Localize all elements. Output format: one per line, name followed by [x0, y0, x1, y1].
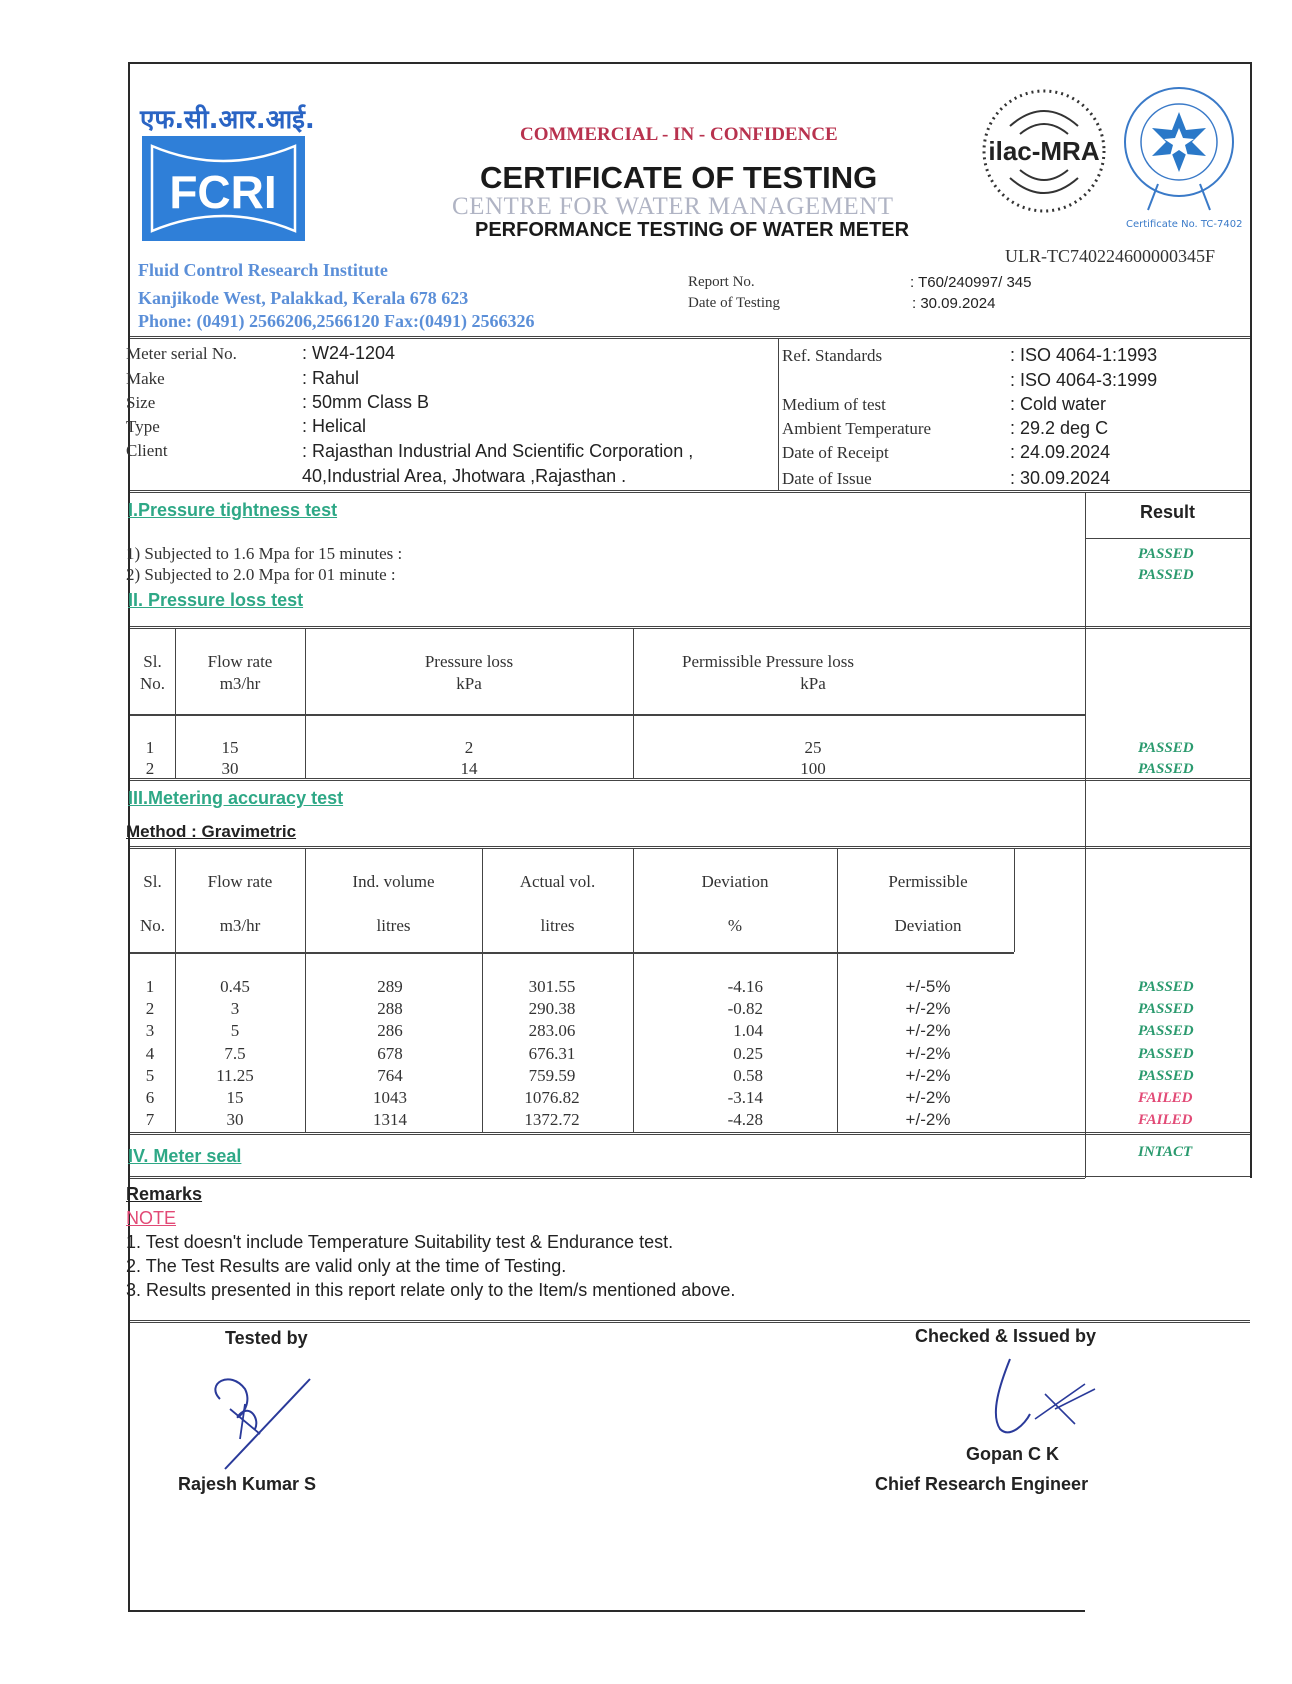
cell-flow: 7.5 — [224, 1043, 246, 1063]
cell-permissible: 25 — [804, 738, 822, 757]
detail-value: : Rahul — [302, 368, 360, 388]
detail-label: Ambient Temperature — [782, 419, 932, 438]
fcri-logo — [142, 136, 305, 241]
column-header: Sl. — [143, 872, 162, 891]
cell-perm: +/-2% — [905, 1021, 951, 1041]
cell-permissible: 100 — [800, 759, 826, 778]
cell-sl: 4 — [145, 1043, 155, 1063]
institute-address: Kanjikode West, Palakkad, Kerala 678 623 — [138, 288, 469, 308]
section-title-pressure-loss: II. Pressure loss test — [128, 590, 304, 610]
cell-sl: 3 — [145, 1021, 155, 1041]
cell-perm: +/-5% — [905, 977, 951, 996]
confidentiality-label: COMMERCIAL - IN - CONFIDENCE — [520, 124, 838, 145]
cell-flow: 0.45 — [220, 977, 250, 996]
tested-by-label: Tested by — [225, 1328, 308, 1348]
certificate-title: CERTIFICATE OF TESTING — [480, 160, 878, 195]
cell-act: 1372.72 — [524, 1110, 580, 1130]
cell-sl: 2 — [145, 999, 155, 1019]
column-header: Flow rate — [207, 872, 273, 891]
issuer-title: Chief Research Engineer — [875, 1474, 1089, 1494]
detail-label: Medium of test — [782, 395, 886, 414]
cell-flow: 15 — [221, 738, 239, 757]
cell-ind: 289 — [377, 977, 403, 996]
result-badge: PASSED — [1138, 546, 1194, 562]
issuer-name: Gopan C K — [966, 1444, 1059, 1464]
note-item: 2. The Test Results are valid only at the time of Testing. — [126, 1256, 567, 1276]
cell-ind: 678 — [377, 1043, 403, 1063]
column-header: Permissible — [888, 872, 968, 891]
tester-name: Rajesh Kumar S — [178, 1474, 317, 1494]
divider — [130, 1320, 1250, 1323]
cell-sl: 5 — [145, 1065, 155, 1085]
cell-dev: 0.25 — [733, 1043, 763, 1063]
detail-value: : Helical — [302, 416, 367, 436]
institute-hindi-name: एफ.सी.आर.आई. — [140, 105, 315, 135]
ilac-mra-logo — [980, 86, 1108, 216]
detail-value: : 24.09.2024 — [1010, 442, 1111, 462]
detail-label: Date of Receipt — [782, 443, 889, 462]
column-header: kPa — [800, 674, 826, 693]
result-badge: PASSED — [1138, 761, 1194, 777]
cell-perm: +/-2% — [905, 1088, 951, 1107]
detail-value: : W24-1204 — [302, 343, 396, 363]
divider — [130, 1132, 1250, 1135]
tester-signature — [200, 1364, 330, 1479]
result-badge: PASSED — [1138, 740, 1194, 756]
method-label: Method : Gravimetric — [126, 822, 297, 841]
note-item: 3. Results presented in this report relate only to the Item/s mentioned above. — [126, 1280, 736, 1300]
detail-value: : Cold water — [1010, 394, 1107, 414]
cell-sl: 1 — [145, 977, 155, 996]
result-header: Result — [1140, 502, 1196, 522]
cell-ind: 764 — [377, 1065, 403, 1085]
cell-perm: +/-2% — [905, 1043, 951, 1063]
test-item: 2) Subjected to 2.0 Mpa for 01 minute : — [126, 565, 396, 584]
cell-ind: 288 — [377, 999, 403, 1019]
section-title-pressure-tightness: I.Pressure tightness test — [128, 500, 338, 520]
result-badge: FAILED — [1138, 1090, 1193, 1106]
report-no-value: : T60/240997/ 345 — [910, 274, 1032, 291]
detail-label: Client — [126, 441, 168, 460]
column-header: Ind. volume — [352, 872, 435, 891]
column-header: Pressure loss — [424, 652, 514, 671]
column-header: No. — [139, 916, 166, 935]
note-label: NOTE — [126, 1208, 177, 1228]
result-badge: FAILED — [1138, 1112, 1193, 1129]
detail-value: 40,Industrial Area, Jhotwara ,Rajasthan . — [302, 466, 627, 486]
cell-flow: 3 — [230, 999, 240, 1019]
cell-ind: 1314 — [373, 1110, 407, 1130]
cell-sl: 6 — [145, 1088, 155, 1107]
date-testing-value: : 30.09.2024 — [912, 295, 996, 312]
note-item: 1. Test doesn't include Temperature Suitability test & Endurance test. — [126, 1232, 674, 1252]
cell-act: 290.38 — [528, 999, 576, 1019]
institute-phone: Phone: (0491) 2566206,2566120 Fax:(0491) 2566326 — [138, 311, 535, 331]
centre-name: CENTRE FOR WATER MANAGEMENT — [452, 193, 894, 220]
ilac-text: ilac-MRA — [988, 136, 1100, 166]
cell-sl: 1 — [145, 738, 155, 757]
detail-value: : ISO 4064-1:1993 — [1010, 345, 1158, 365]
divider — [778, 338, 779, 490]
detail-value: : ISO 4064-3:1999 — [1010, 370, 1158, 390]
column-header: % — [727, 916, 743, 935]
test-item: 1) Subjected to 1.6 Mpa for 15 minutes : — [126, 544, 403, 563]
result-badge: PASSED — [1138, 1045, 1194, 1062]
detail-label: Ref. Standards — [782, 346, 883, 365]
divider — [130, 626, 1250, 629]
cell-dev: -0.82 — [727, 999, 763, 1019]
remarks-title: Remarks — [126, 1184, 203, 1204]
column-header: Permissible Pressure loss — [682, 652, 854, 671]
checked-by-label: Checked & Issued by — [915, 1326, 1097, 1346]
cell-dev: 0.58 — [733, 1065, 763, 1085]
divider — [1085, 538, 1250, 539]
column-header: Sl. — [143, 652, 162, 671]
column-header: m3/hr — [219, 674, 261, 693]
logo-text: FCRI — [169, 166, 277, 218]
detail-value: : Rajasthan Industrial And Scientific Corporation , — [302, 441, 694, 461]
column-header: Flow rate — [207, 652, 273, 671]
cell-flow: 30 — [226, 1110, 244, 1130]
cell-act: 676.31 — [528, 1043, 576, 1063]
result-badge: PASSED — [1138, 567, 1194, 583]
cell-ind: 1043 — [373, 1088, 407, 1107]
detail-value: : 29.2 deg C — [1010, 418, 1109, 438]
detail-label: Type — [126, 417, 160, 436]
section-title-meter-seal: IV. Meter seal — [128, 1146, 242, 1166]
divider — [130, 1176, 1250, 1179]
ulr-number: ULR-TC740224600000345F — [1005, 246, 1216, 266]
column-header: Deviation — [701, 872, 769, 891]
column-header: kPa — [456, 674, 482, 693]
cell-sl: 2 — [145, 759, 155, 778]
result-badge: PASSED — [1138, 1001, 1194, 1018]
cell-flow: 15 — [226, 1088, 244, 1107]
cell-act: 283.06 — [528, 1021, 576, 1041]
column-header: litres — [376, 916, 411, 935]
detail-value: : 30.09.2024 — [1010, 468, 1111, 488]
cell-flow: 30 — [221, 759, 239, 778]
column-header: No. — [139, 674, 166, 693]
detail-label: Size — [126, 393, 156, 412]
detail-value: : 50mm Class B — [302, 392, 430, 412]
certificate-page — [128, 62, 1252, 1612]
cell-loss: 14 — [460, 759, 478, 778]
cell-dev: 1.04 — [733, 1021, 763, 1041]
result-badge: PASSED — [1138, 1067, 1194, 1084]
column-header: m3/hr — [219, 916, 261, 935]
institute-name: Fluid Control Research Institute — [138, 260, 388, 280]
cell-perm: +/-2% — [905, 999, 951, 1019]
cell-act: 1076.82 — [524, 1088, 580, 1107]
divider — [130, 336, 1250, 339]
cell-loss: 2 — [464, 738, 474, 757]
issuer-signature — [985, 1354, 1105, 1449]
meter-seal-result: INTACT — [1138, 1144, 1193, 1160]
date-testing-label: Date of Testing — [688, 295, 780, 311]
cell-dev: -4.28 — [727, 1110, 763, 1130]
certificate-subtitle: PERFORMANCE TESTING OF WATER METER — [475, 219, 910, 241]
nabl-logo — [1120, 84, 1238, 214]
cell-flow: 11.25 — [216, 1065, 254, 1085]
nabl-certificate-number: Certificate No. TC-7402 — [1126, 219, 1243, 230]
cell-perm: +/-2% — [905, 1110, 951, 1130]
detail-label: Meter serial No. — [126, 344, 237, 363]
cell-sl: 7 — [145, 1110, 155, 1130]
column-header: Deviation — [894, 916, 962, 935]
column-header: Actual vol. — [519, 872, 596, 891]
divider — [130, 490, 1250, 493]
detail-label: Date of Issue — [782, 469, 872, 488]
detail-label: Make — [126, 369, 165, 388]
result-badge: PASSED — [1138, 979, 1194, 995]
cell-act: 301.55 — [528, 977, 576, 996]
cell-dev: -3.14 — [727, 1088, 763, 1107]
divider — [130, 846, 1250, 849]
cell-perm: +/-2% — [905, 1065, 951, 1085]
result-badge: PASSED — [1138, 1023, 1194, 1040]
column-header: litres — [540, 916, 575, 935]
divider — [130, 778, 1250, 781]
cell-dev: -4.16 — [727, 977, 763, 996]
cell-ind: 286 — [377, 1021, 403, 1041]
report-no-label: Report No. — [688, 274, 755, 290]
section-title-metering-accuracy: III.Metering accuracy test — [128, 788, 344, 808]
cell-act: 759.59 — [528, 1065, 576, 1085]
cell-flow: 5 — [230, 1021, 240, 1041]
